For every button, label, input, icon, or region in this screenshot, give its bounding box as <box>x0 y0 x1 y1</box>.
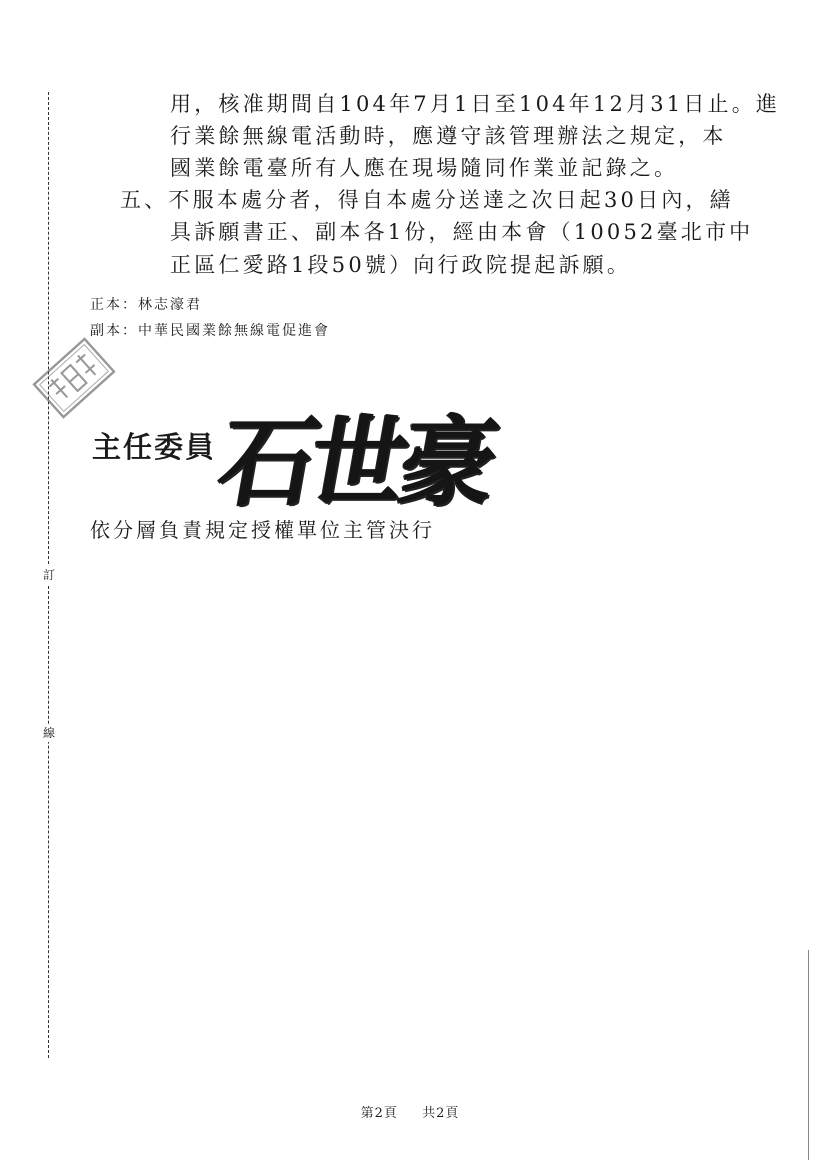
delegation-note: 依分層負責規定授權單位主管決行 <box>90 518 435 542</box>
scan-edge-line <box>808 950 809 1160</box>
body-line: 用，核准期間自104年7月1日至104年12月31日止。進 <box>170 92 781 116</box>
signatory-title: 主任委員 <box>92 430 217 464</box>
duplicate-recipient: 副本：中華民國業餘無線電促進會 <box>90 323 330 339</box>
body-line: 國業餘電臺所有人應在現場隨同作業並記錄之。 <box>170 156 679 180</box>
original-recipient: 正本：林志濠君 <box>90 297 202 313</box>
page-footer <box>0 1102 820 1121</box>
binding-char-xian: 線 <box>40 724 58 742</box>
body-line: 具訴願書正、副本各1份，經由本會（10052臺北市中 <box>170 220 754 244</box>
page-total: 共2頁 <box>422 1106 460 1121</box>
body-line: 正區仁愛路1段50號）向行政院提起訴願。 <box>170 253 632 277</box>
signature-name: 石世豪 <box>210 404 501 520</box>
binding-char-ding: 訂 <box>40 566 58 584</box>
page-current: 第2頁 <box>360 1106 398 1121</box>
body-line: 五、不服本處分者，得自本處分送達之次日起30日內，繕 <box>120 188 734 212</box>
body-line: 行業餘無線電活動時，應遵守該管理辦法之規定，本 <box>170 124 727 148</box>
